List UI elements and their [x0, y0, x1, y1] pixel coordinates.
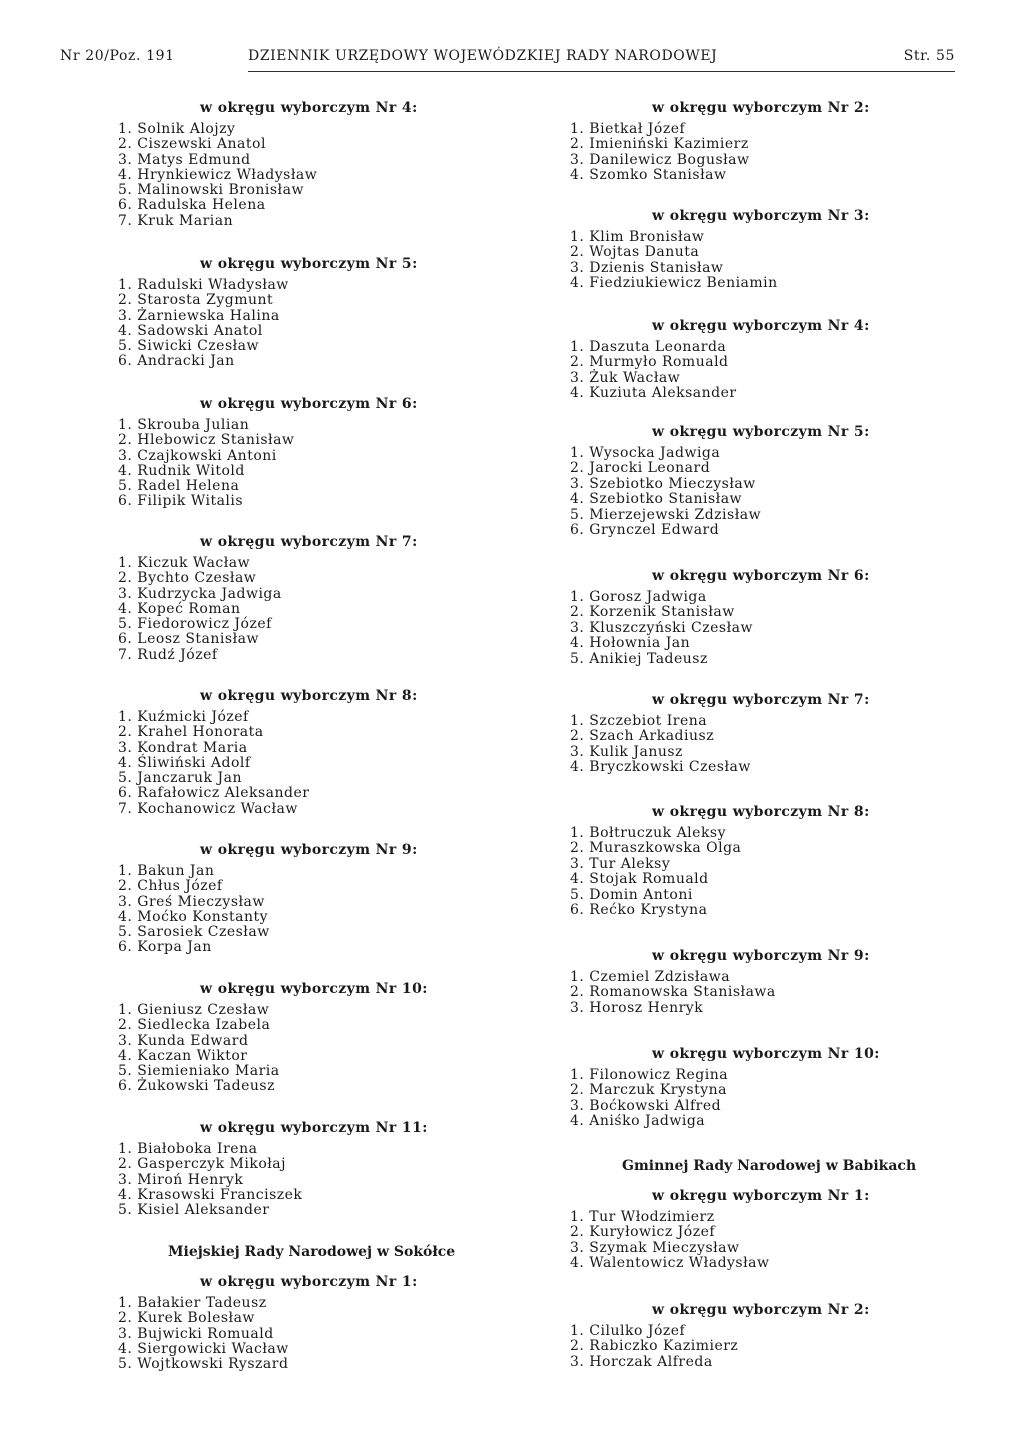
candidate-name: 3. Miroń Henryk: [118, 1171, 244, 1188]
district-title: w okręgu wyborczym Nr 2:: [652, 100, 870, 116]
candidate-name: 7. Kochanowicz Wacław: [118, 800, 298, 817]
candidate-list: [118, 278, 448, 370]
district-block: [118, 1274, 448, 1372]
candidate-name: 6. Andracki Jan: [118, 353, 235, 370]
candidate-name: 5. Siwicki Czesław: [118, 338, 260, 355]
candidate-name: 3. Danilewicz Bogusław: [570, 151, 750, 168]
district-block: [570, 208, 900, 292]
candidate-name: 2. Szach Arkadiusz: [570, 728, 715, 745]
district-block: [118, 981, 448, 1095]
candidate-name: 2. Hlebowicz Stanisław: [118, 432, 295, 449]
council-block-babiki: [570, 1158, 917, 1272]
candidate-name: 1. Radulski Władysław: [118, 277, 289, 293]
district-block: [570, 100, 900, 184]
candidate-list: [570, 1324, 900, 1370]
candidate-name: 6. Leosz Stanisław: [118, 631, 259, 648]
candidate-name: 2. Rabiczko Kazimierz: [570, 1338, 739, 1355]
candidate-name: 4. Bryczkowski Czesław: [570, 759, 751, 776]
candidate-name: 3. Kunda Edward: [118, 1032, 249, 1049]
candidate-name: 2. Romanowska Stanisława: [570, 984, 776, 1001]
candidate-list: [118, 1296, 448, 1372]
candidate-list: [570, 230, 900, 292]
candidate-name: 1. Czemiel Zdzisława: [570, 969, 731, 985]
candidate-name: 6. Korpa Jan: [118, 939, 212, 956]
candidate-name: 1. Skrouba Julian: [118, 417, 250, 433]
district-title: w okręgu wyborczym Nr 2:: [652, 1302, 870, 1318]
candidate-name: 3. Żuk Wacław: [570, 369, 681, 386]
district-title: w okręgu wyborczym Nr 9:: [652, 948, 870, 964]
candidate-name: 4. Hrynkiewicz Władysław: [118, 166, 318, 183]
candidate-list: [118, 1142, 448, 1218]
district-title: w okręgu wyborczym Nr 5:: [200, 256, 418, 272]
candidate-name: 2. Chłus Józef: [118, 878, 223, 895]
candidate-name: 3. Horosz Henryk: [570, 999, 704, 1016]
candidate-name: 6. Rafałowicz Aleksander: [118, 785, 310, 802]
candidate-name: 1. Gorosz Jadwiga: [570, 589, 707, 605]
candidate-name: 1. Daszuta Leonarda: [570, 339, 727, 355]
candidate-name: 2. Siedlecka Izabela: [118, 1017, 271, 1034]
candidate-name: 5. Fiedorowicz Józef: [118, 616, 272, 633]
candidate-name: 3. Bujwicki Romuald: [118, 1325, 274, 1342]
district-title: w okręgu wyborczym Nr 11:: [200, 1120, 428, 1136]
candidate-list: [570, 590, 900, 667]
candidate-name: 3. Czajkowski Antoni: [118, 447, 277, 464]
candidate-name: 5. Sarosiek Czesław: [118, 924, 270, 941]
candidate-name: 3. Dzienis Stanisław: [570, 259, 724, 276]
candidate-name: 3. Kulik Janusz: [570, 743, 683, 760]
district-title: w okręgu wyborczym Nr 8:: [200, 688, 418, 704]
candidate-name: 2. Ciszewski Anatol: [118, 136, 266, 153]
candidate-name: 3. Boćkowski Alfred: [570, 1097, 722, 1114]
candidate-name: 1. Bietkał Józef: [570, 121, 686, 137]
candidate-list: [118, 1003, 448, 1095]
candidate-name: 4. Fiedziukiewicz Beniamin: [570, 275, 778, 292]
candidate-name: 3. Greś Mieczysław: [118, 893, 265, 910]
candidate-list: [570, 446, 900, 538]
candidate-name: 4. Kuziuta Aleksander: [570, 385, 737, 402]
council-block-sokolka: [118, 1244, 456, 1373]
district-block: [118, 688, 448, 817]
candidate-name: 3. Horczak Alfreda: [570, 1353, 713, 1370]
candidate-list: [570, 122, 900, 184]
district-title: w okręgu wyborczym Nr 6:: [652, 568, 870, 584]
candidate-name: 5. Mierzejewski Zdzisław: [570, 506, 762, 523]
district-title: w okręgu wyborczym Nr 8:: [652, 804, 870, 820]
candidate-name: 1. Bałakier Tadeusz: [118, 1295, 267, 1311]
candidate-list: [570, 714, 900, 776]
issue-number: Nr 20/Poz. 191: [60, 48, 175, 64]
candidate-list: [118, 864, 448, 956]
candidate-name: 4. Szebiotko Stanisław: [570, 491, 743, 508]
candidate-list: [570, 970, 900, 1016]
candidate-name: 5. Malinowski Bronisław: [118, 182, 304, 199]
candidate-name: 5. Kisiel Aleksander: [118, 1202, 270, 1219]
district-block: [570, 1046, 900, 1130]
candidate-name: 2. Korzenik Stanisław: [570, 604, 735, 621]
candidate-name: 5. Anikiej Tadeusz: [570, 650, 708, 667]
candidate-list: [570, 340, 900, 402]
candidate-list: [570, 826, 900, 918]
candidate-name: 1. Gieniusz Czesław: [118, 1002, 270, 1018]
page-number: Str. 55: [903, 48, 955, 64]
district-block: [118, 1120, 448, 1218]
candidate-list: [570, 1068, 900, 1130]
district-block: [118, 534, 448, 663]
district-block: [118, 396, 448, 510]
district-block: [570, 692, 900, 776]
candidate-name: 6. Filipik Witalis: [118, 493, 244, 510]
candidate-list: [118, 556, 448, 663]
district-title: w okręgu wyborczym Nr 5:: [652, 424, 870, 440]
candidate-name: 4. Moćko Konstanty: [118, 908, 269, 925]
candidate-name: 1. Cilulko Józef: [570, 1323, 686, 1339]
district-block: [118, 842, 448, 956]
district-title: w okręgu wyborczym Nr 3:: [652, 208, 870, 224]
candidate-name: 1. Szczebiot Irena: [570, 713, 708, 729]
candidate-name: 1. Klim Bronisław: [570, 229, 705, 245]
candidate-name: 1. Filonowicz Regina: [570, 1067, 729, 1083]
candidate-name: 4. Walentowicz Władysław: [570, 1255, 770, 1272]
header-rule: [248, 71, 955, 72]
district-block: [570, 1302, 900, 1370]
candidate-name: 4. Rudnik Witold: [118, 462, 245, 479]
district-block: [118, 100, 448, 229]
candidate-name: 4. Aniśko Jadwiga: [570, 1113, 706, 1130]
candidate-name: 3. Kondrat Maria: [118, 739, 248, 756]
page-header: [60, 48, 955, 74]
candidate-name: 7. Rudź Józef: [118, 646, 218, 663]
district-block: [570, 1188, 900, 1272]
council-title: Gminnej Rady Narodowej w Babikach: [622, 1158, 917, 1174]
district-block: [570, 318, 900, 402]
candidate-name: 2. Marczuk Krystyna: [570, 1082, 727, 1099]
district-block: [570, 948, 900, 1016]
candidate-name: 5. Domin Antoni: [570, 886, 693, 903]
candidate-name: 1. Bołtruczuk Aleksy: [570, 825, 727, 841]
district-title: w okręgu wyborczym Nr 10:: [200, 981, 428, 997]
candidate-list: [570, 1210, 900, 1272]
district-block: [570, 568, 900, 667]
district-title: w okręgu wyborczym Nr 4:: [200, 100, 418, 116]
candidate-name: 5. Janczaruk Jan: [118, 770, 242, 787]
candidate-name: 2. Gasperczyk Mikołaj: [118, 1156, 286, 1173]
district-block: [570, 424, 900, 538]
candidate-name: 2. Kuryłowicz Józef: [570, 1224, 716, 1241]
candidate-name: 1. Kuźmicki Józef: [118, 709, 249, 725]
district-title: w okręgu wyborczym Nr 4:: [652, 318, 870, 334]
candidate-name: 4. Siergowicki Wacław: [118, 1340, 289, 1357]
candidate-name: 1. Wysocka Jadwiga: [570, 445, 721, 461]
candidate-name: 3. Matys Edmund: [118, 151, 251, 168]
district-title: w okręgu wyborczym Nr 10:: [652, 1046, 880, 1062]
candidate-name: 5. Siemieniako Maria: [118, 1063, 280, 1080]
district-title: w okręgu wyborczym Nr 7:: [652, 692, 870, 708]
district-title: w okręgu wyborczym Nr 1:: [652, 1188, 870, 1204]
candidate-name: 5. Radel Helena: [118, 478, 240, 495]
candidate-name: 4. Śliwiński Adolf: [118, 754, 251, 771]
candidate-name: 3. Szebiotko Mieczysław: [570, 475, 756, 492]
candidate-name: 3. Kluszczyński Czesław: [570, 619, 753, 636]
candidate-name: 7. Kruk Marian: [118, 212, 234, 229]
candidate-name: 2. Bychto Czesław: [118, 570, 257, 587]
candidate-list: [118, 710, 448, 817]
candidate-name: 1. Bakun Jan: [118, 863, 215, 879]
candidate-name: 1. Solnik Alojzy: [118, 121, 236, 137]
candidate-name: 4. Kaczan Wiktor: [118, 1047, 248, 1064]
candidate-name: 6. Żukowski Tadeusz: [118, 1078, 275, 1095]
candidate-name: 1. Kiczuk Wacław: [118, 555, 251, 571]
candidate-name: 6. Rećko Krystyna: [570, 902, 708, 919]
candidate-name: 4. Sadowski Anatol: [118, 322, 263, 339]
candidate-name: 1. Tur Włodzimierz: [570, 1209, 715, 1225]
candidate-name: 2. Kurek Bolesław: [118, 1310, 255, 1327]
candidate-list: [118, 418, 448, 510]
candidate-name: 2. Starosta Zygmunt: [118, 292, 274, 309]
candidate-name: 4. Stojak Romuald: [570, 871, 709, 888]
candidate-name: 4. Szomko Stanisław: [570, 167, 727, 184]
candidate-name: 3. Szymak Mieczysław: [570, 1239, 740, 1256]
candidate-name: 3. Tur Aleksy: [570, 855, 671, 872]
district-title: w okręgu wyborczym Nr 6:: [200, 396, 418, 412]
district-block: [118, 256, 448, 370]
district-block: [570, 804, 900, 918]
candidate-name: 5. Wojtkowski Ryszard: [118, 1356, 289, 1373]
candidate-name: 6. Grynczel Edward: [570, 522, 720, 539]
candidate-name: 4. Kopeć Roman: [118, 600, 241, 617]
candidate-name: 4. Krasowski Franciszek: [118, 1186, 303, 1203]
candidate-name: 2. Wojtas Danuta: [570, 244, 700, 261]
candidate-list: [118, 122, 448, 229]
candidate-name: 2. Imieniński Kazimierz: [570, 136, 749, 153]
candidate-name: 2. Jarocki Leonard: [570, 460, 711, 477]
candidate-name: 3. Kudrzycka Jadwiga: [118, 585, 282, 602]
candidate-name: 4. Hołownia Jan: [570, 635, 691, 652]
candidate-name: 6. Radulska Helena: [118, 197, 266, 214]
district-title: w okręgu wyborczym Nr 7:: [200, 534, 418, 550]
district-title: w okręgu wyborczym Nr 9:: [200, 842, 418, 858]
district-title: w okręgu wyborczym Nr 1:: [200, 1274, 418, 1290]
council-title: Miejskiej Rady Narodowej w Sokółce: [168, 1244, 456, 1260]
candidate-name: 2. Muraszkowska Olga: [570, 840, 742, 857]
candidate-name: 2. Murmyło Romuald: [570, 354, 729, 371]
journal-title: DZIENNIK URZĘDOWY WOJEWÓDZKIEJ RADY NARODOWEJ: [248, 48, 718, 64]
candidate-name: 1. Białoboka Irena: [118, 1141, 258, 1157]
candidate-name: 2. Krahel Honorata: [118, 724, 264, 741]
candidate-name: 3. Żarniewska Halina: [118, 307, 280, 324]
